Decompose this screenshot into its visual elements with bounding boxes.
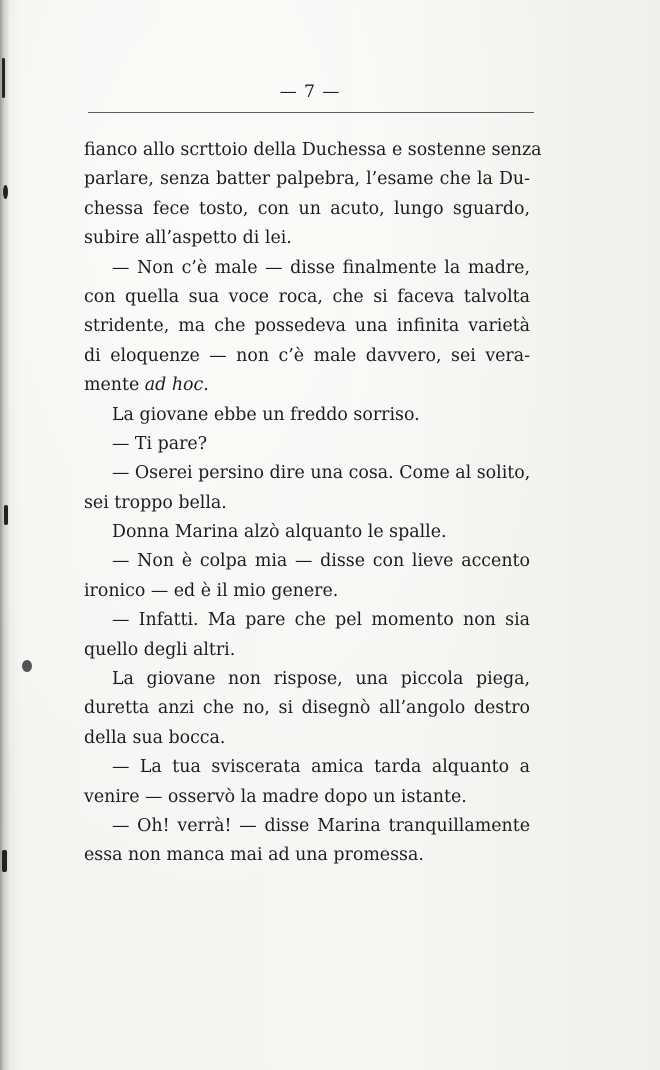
text-line: subire all’aspetto di lei. xyxy=(84,228,292,249)
page-number: — 7 — xyxy=(279,82,341,102)
edge-smudge xyxy=(3,185,8,199)
text-line: Donna Marina alzò alquanto le spalle. xyxy=(112,522,447,543)
text-line: sei troppo bella. xyxy=(84,492,227,513)
text-line: — Infatti. Ma pare che pel momento non sia xyxy=(112,610,530,631)
text-line: — La tua sviscerata amica tarda alquanto a xyxy=(112,757,530,778)
text-line: stridente, ma che possedeva una infinita varietà xyxy=(84,316,530,337)
edge-smudge xyxy=(4,505,8,525)
edge-smudge xyxy=(22,660,32,672)
header-rule xyxy=(88,112,534,113)
body-text xyxy=(84,136,542,871)
text-line: — Non c’è male — disse finalmente la madre, xyxy=(112,257,530,278)
text-line: — Oserei persino dire una cosa. Come al solito, xyxy=(112,463,531,484)
text-line: con quella sua voce roca, che si faceva talvolta xyxy=(84,286,530,307)
page-header xyxy=(0,82,660,118)
edge-smudge xyxy=(2,850,7,872)
text-fragment: mente xyxy=(84,375,140,396)
text-line: — Oh! verrà! — disse Marina tranquillamente xyxy=(112,815,530,836)
text-line: parlare, senza batter palpebra, l’esame che la Du- xyxy=(84,169,530,190)
text-line: La giovane ebbe un freddo sorriso. xyxy=(112,404,420,425)
text-line: ironico — ed è il mio genere. xyxy=(84,580,339,601)
text-line xyxy=(84,371,530,400)
text-line: quello degli altri. xyxy=(84,639,236,660)
text-line: — Non è colpa mia — disse con lieve accento xyxy=(112,551,530,572)
text-line: fianco allo scrttoio della Duchessa e sostenne senza xyxy=(84,140,542,160)
text-line: duretta anzi che no, si disegnò all’angolo destro xyxy=(84,698,530,719)
text-line: di eloquenze — non c’è male davvero, sei vera- xyxy=(84,345,530,366)
page-binding-edge xyxy=(0,0,10,1070)
text-line: della sua bocca. xyxy=(84,727,226,748)
text-line: chessa fece tosto, con un acuto, lungo sguardo, xyxy=(84,198,530,219)
text-line: essa non manca mai ad una promessa. xyxy=(84,845,424,866)
italic-phrase: ad hoc. xyxy=(144,375,209,396)
text-line: venire — osservò la madre dopo un istante. xyxy=(84,786,467,807)
text-line: La giovane non rispose, una piccola piega, xyxy=(112,669,530,690)
text-line: — Ti pare? xyxy=(112,433,208,454)
